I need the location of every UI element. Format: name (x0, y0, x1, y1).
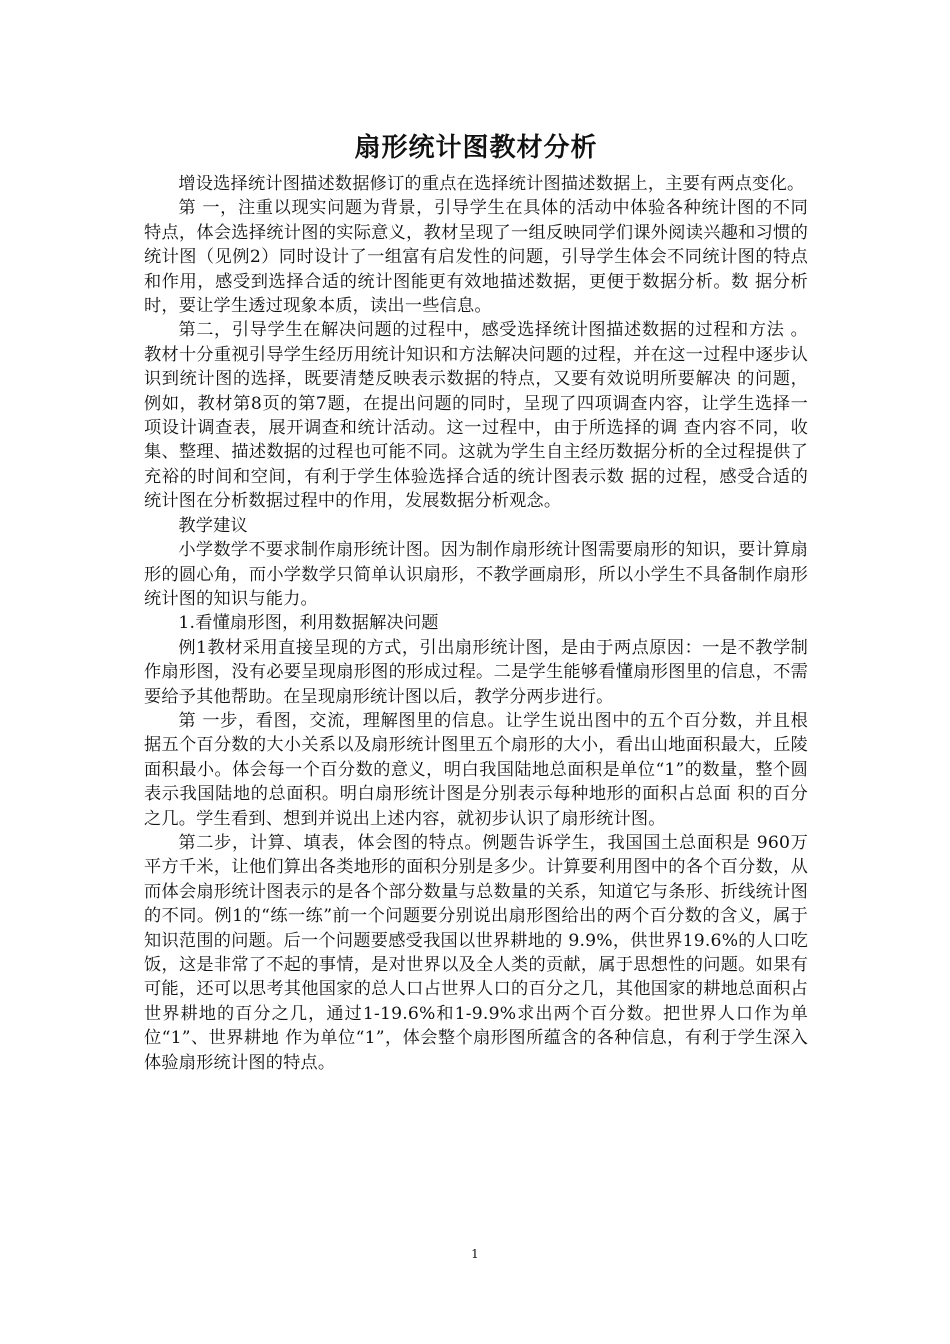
paragraph-first-change: 第 一，注重以现实问题为背景，引导学生在具体的活动中体验各种统计图的不同特点，体会选择统计图的实际意义，教材呈现了一组反映同学们课外阅读兴趣和习惯的 统计图（见例2）同时设计了一组富有启发性的问题，引导学生体会不同统计图的特点和作用，感受到选择合适的统计图能更有效地描述数据，更便于数据分析。数 据分析时，要让学生透过现象本质，读出一些信息。 (144, 198, 808, 317)
paragraph-step-two: 第二步，计算、填表，体会图的特点。例题告诉学生，我国国土总面积是 960万平方千米，让他们算出各类地形的面积分别是多少。计算要利用图中的各个百分数，从而体会扇形统计图表示的是各个部分数量与总数量的关系，知道它与条形、折线统计图的不同。例1的“练一练”前一个问题要分别说出扇形图给出的两个百分数的含义，属于知识范围的问题。后一个问题要感受我国以世界耕地的 9.9%，供世界19.6%的人口吃饭，这是非常了不起的事情，是对世界以及全人类的贡献，属于思想性的问题。如果有可能，还可以思考其他国家的总人口占世界人口的百分之几，其他国家的耕地总面积占世界耕地的百分之几，通过1-19.6%和1-9.9%求出两个百分数。把世界人口作为单位“1”、世界耕地 作为单位“1”，体会整个扇形图所蕴含的各种信息，有利于学生深入体验扇形统计图的特点。 (144, 832, 808, 1073)
paragraph-intro: 增设选择统计图描述数据修订的重点在选择统计图描述数据上，主要有两点变化。 (178, 174, 805, 194)
paragraph-example-one: 例1教材采用直接呈现的方式，引出扇形统计图，是由于两点原因：一是不教学制作扇形图，没有必要呈现扇形图的形成过程。二是学生能够看懂扇形图里的信息，不需要给予其他帮助。在呈现扇形统计图以后，教学分两步进行。 (144, 637, 808, 707)
section-heading-teaching-suggestions: 教学建议 (178, 515, 248, 536)
subheading-read-pie-chart: 1.看懂扇形图，利用数据解决问题 (178, 613, 439, 634)
paragraph-no-pie-chart-drawing: 小学数学不要求制作扇形统计图。因为制作扇形统计图需要扇形的知识，要计算扇形的圆心角，而小学数学只简单认识扇形，不教学画扇形，所以小学生不具备制作扇形统计图的知识与能力。 (144, 540, 808, 609)
document-title: 扇形统计图教材分析 (354, 133, 598, 163)
paragraph-step-one: 第 一步，看图，交流，理解图里的信息。让学生说出图中的五个百分数，并且根据五个百分数的大小关系以及扇形统计图里五个扇形的大小，看出山地面积最大，丘陵 面积最小。体会每一个百分数的意义，明白我国陆地总面积是单位“1”的数量，整个圆表示我国陆地的总面积。明白扇形统计图是分别表示每种地形的面积占总面 积的百分之几。学生看到、想到并说出上述内容，就初步认识了扇形统计图。 (144, 710, 808, 829)
document-page (144, 128, 808, 1075)
page-number: 1 (471, 1247, 479, 1261)
paragraph-second-change: 第二，引导学生在解决问题的过程中，感受选择统计图描述数据的过程和方法 。教材十分重视引导学生经历用统计知识和方法解决问题的过程，并在这一过程中逐步认识到统计图的选择，既要清楚反映表示数据的特点，又要有效说明所要解决 的问题，例如，教材第8页的第7题，在提出问题的同时，呈现了四项调查内容，让学生选择一项设计调查表，展开调查和统计活动。这一过程中，由于所选择的调 查内容不同，收集、整理、描述数据的过程也可能不同。这就为学生自主经历数据分析的全过程提供了充裕的时间和空间，有利于学生体验选择合适的统计图表示数 据的过程，感受合适的统计图在分析数据过程中的作用，发展数据分析观念。 (144, 320, 808, 512)
